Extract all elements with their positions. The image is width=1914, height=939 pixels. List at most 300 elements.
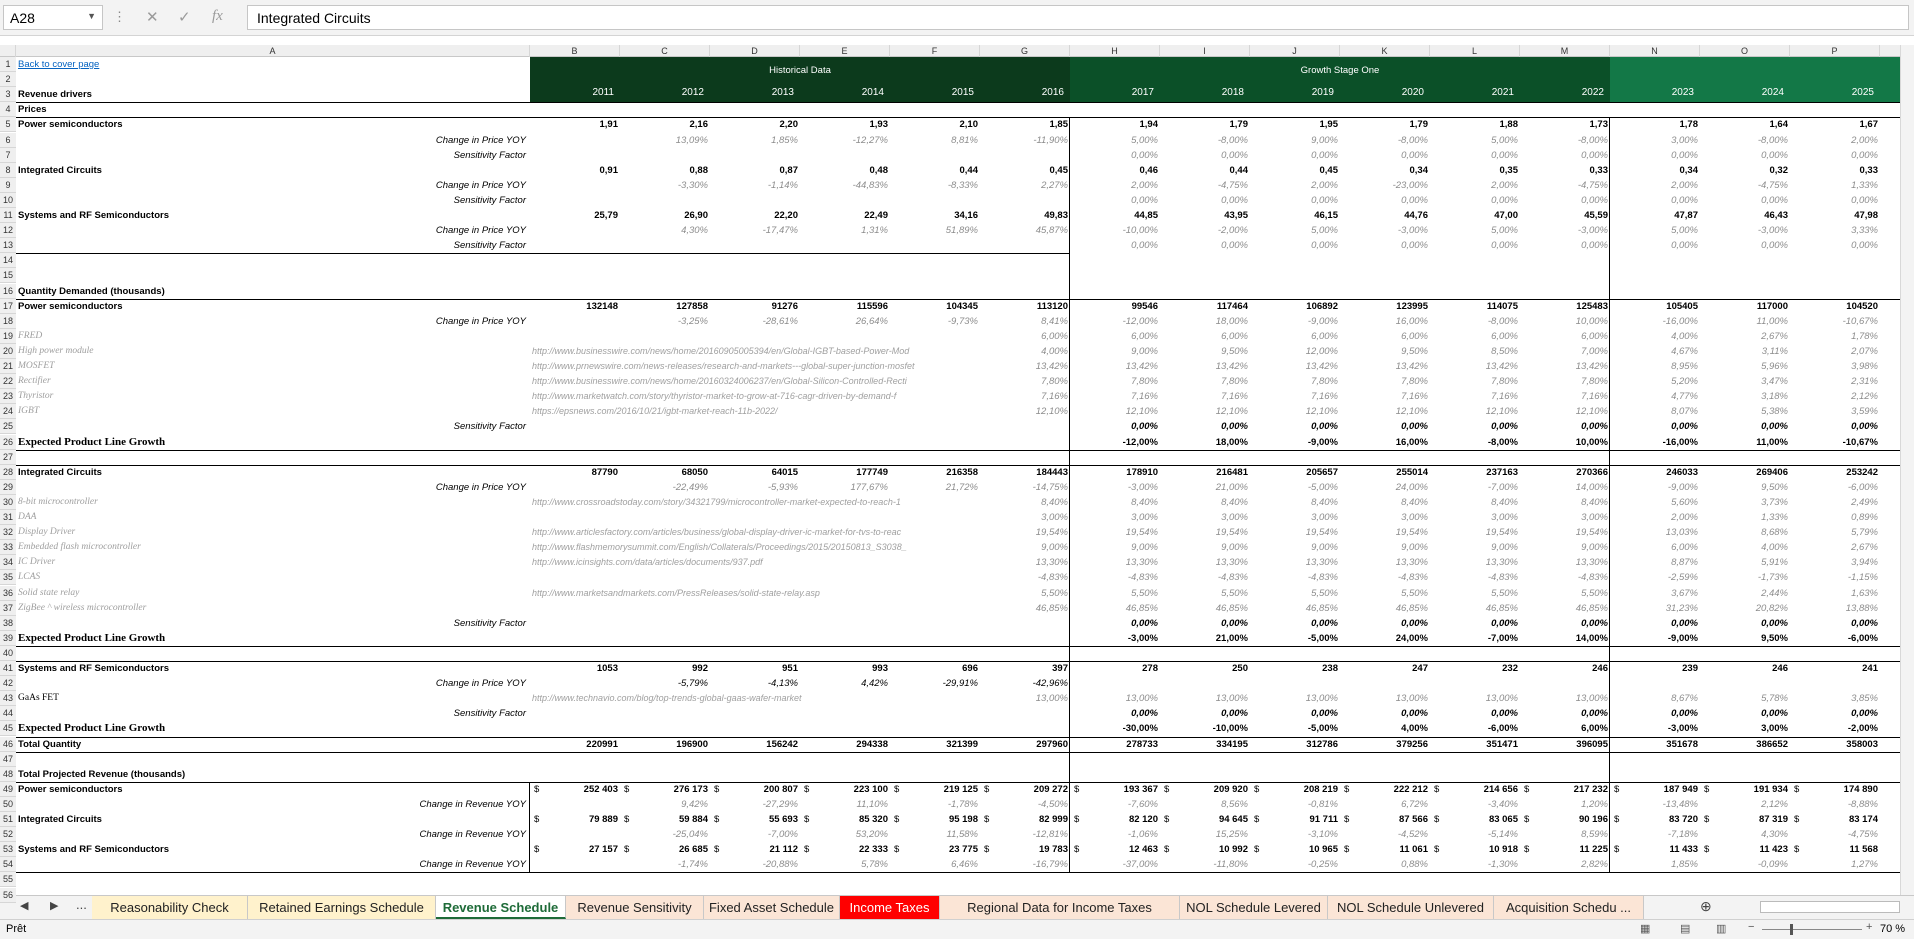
row-header-34[interactable]: 34 <box>0 555 16 570</box>
cell-f42[interactable]: -29,91% <box>942 678 978 690</box>
cell-n46[interactable]: 351678 <box>1666 738 1698 750</box>
cell-d11[interactable]: 22,20 <box>774 210 798 221</box>
cell-j12[interactable]: 5,00% <box>1311 225 1338 237</box>
cell-h34[interactable]: 13,30% <box>1125 557 1158 569</box>
cell-b17[interactable]: 132148 <box>586 300 618 312</box>
cell-l33[interactable]: 9,00% <box>1491 542 1518 554</box>
column-header-i[interactable]: I <box>1160 45 1250 57</box>
cell-l21[interactable]: 13,42% <box>1485 361 1518 372</box>
cell-i52[interactable]: 15,25% <box>1215 829 1248 841</box>
cell-k6[interactable]: -8,00% <box>1397 134 1428 146</box>
cell-p52[interactable]: -4,75% <box>1847 829 1878 841</box>
cell-i36[interactable]: 5,50% <box>1221 587 1248 599</box>
cancel-icon[interactable]: ✕ <box>146 9 159 26</box>
page-break-icon[interactable]: ▥ <box>1716 923 1727 935</box>
horizontal-scrollbar[interactable] <box>1760 901 1900 913</box>
cell-p38[interactable]: 0,00% <box>1851 617 1878 629</box>
cell-l46[interactable]: 351471 <box>1486 738 1518 750</box>
cell-o9[interactable]: -4,75% <box>1757 179 1788 191</box>
cell-e53[interactable]: 22 333 <box>858 844 888 856</box>
cell-g41[interactable]: 397 <box>1052 663 1068 674</box>
tab-nol-schedule-levered[interactable]: NOL Schedule Levered <box>1180 896 1328 919</box>
cell-o17[interactable]: 117000 <box>1756 300 1788 312</box>
cell-i23[interactable]: 7,16% <box>1221 391 1248 403</box>
row-header-32[interactable]: 32 <box>0 525 16 540</box>
cell-p54[interactable]: 1,27% <box>1851 859 1878 871</box>
row-header-49[interactable]: 49 <box>0 782 16 797</box>
tab-fixed-asset-schedule[interactable]: Fixed Asset Schedule <box>704 896 840 919</box>
row-header-46[interactable]: 46 <box>0 737 16 752</box>
cell-h6[interactable]: 5,00% <box>1131 134 1158 146</box>
cell-m39[interactable]: 14,00% <box>1575 632 1608 644</box>
cell-m23[interactable]: 7,16% <box>1581 391 1608 403</box>
cell-m43[interactable]: 13,00% <box>1575 693 1608 705</box>
cell-m12[interactable]: -3,00% <box>1577 225 1608 237</box>
cell-f9[interactable]: -8,33% <box>947 179 978 191</box>
cell-i33[interactable]: 9,00% <box>1221 542 1248 554</box>
select-all-corner[interactable] <box>0 45 16 57</box>
cell-e11[interactable]: 22,49 <box>864 210 888 221</box>
name-box[interactable] <box>3 5 103 30</box>
cell-g42[interactable]: -42,96% <box>1032 678 1068 690</box>
cell-k52[interactable]: -4,52% <box>1397 829 1428 841</box>
row-header-50[interactable]: 50 <box>0 797 16 812</box>
cell-n52[interactable]: -7,18% <box>1667 829 1698 841</box>
cell-n41[interactable]: 239 <box>1682 663 1698 674</box>
cell-h52[interactable]: -1,06% <box>1127 829 1158 841</box>
cell-b46[interactable]: 220991 <box>586 738 618 750</box>
cell-h53[interactable]: 12 463 <box>1128 844 1158 856</box>
cell-n8[interactable]: 0,34 <box>1679 164 1698 176</box>
cell-h24[interactable]: 12,10% <box>1125 406 1158 418</box>
cell-j45[interactable]: -5,00% <box>1307 723 1338 735</box>
cell-p23[interactable]: 2,12% <box>1851 391 1878 403</box>
row-header-12[interactable]: 12 <box>0 223 16 238</box>
page-layout-icon[interactable]: ▤ <box>1680 923 1691 935</box>
cell-l37[interactable]: 46,85% <box>1485 602 1518 614</box>
cell-o25[interactable]: 0,00% <box>1761 421 1788 433</box>
row-header-26[interactable]: 26 <box>0 435 16 450</box>
cell-i26[interactable]: 18,00% <box>1215 436 1248 448</box>
cell-e8[interactable]: 0,48 <box>869 164 888 176</box>
cell-h17[interactable]: 99546 <box>1131 300 1158 312</box>
cell-k20[interactable]: 9,50% <box>1401 345 1428 357</box>
cell-o50[interactable]: 2,12% <box>1761 798 1788 810</box>
cell-o24[interactable]: 5,38% <box>1761 406 1788 418</box>
cell-o23[interactable]: 3,18% <box>1761 391 1788 403</box>
cell-i17[interactable]: 117464 <box>1216 300 1248 312</box>
cell-o7[interactable]: 0,00% <box>1761 149 1788 161</box>
cell-l18[interactable]: -8,00% <box>1487 315 1518 327</box>
cell-o31[interactable]: 1,33% <box>1761 512 1788 523</box>
cell-l13[interactable]: 0,00% <box>1491 240 1518 252</box>
cell-k21[interactable]: 13,42% <box>1395 361 1428 372</box>
cell-c12[interactable]: 4,30% <box>681 225 708 237</box>
cell-m35[interactable]: -4,83% <box>1577 572 1608 584</box>
chevron-down-icon[interactable]: ▼ <box>87 11 96 21</box>
cell-m26[interactable]: 10,00% <box>1575 436 1608 448</box>
cell-h50[interactable]: -7,60% <box>1127 798 1158 810</box>
row-header-56[interactable]: 56 <box>0 888 16 903</box>
cell-p44[interactable]: 0,00% <box>1851 708 1878 720</box>
cell-o28[interactable]: 269406 <box>1756 466 1788 478</box>
cell-i31[interactable]: 3,00% <box>1221 512 1248 523</box>
cell-i39[interactable]: 21,00% <box>1215 632 1248 644</box>
cell-h32[interactable]: 19,54% <box>1125 527 1158 539</box>
cell-g22[interactable]: 7,80% <box>1041 376 1068 388</box>
cell-f49[interactable]: 219 125 <box>943 783 978 795</box>
cell-i45[interactable]: -10,00% <box>1212 723 1248 735</box>
source-link-34[interactable]: http://www.icinsights.com/data/articles/documents/937.pdf <box>532 557 763 568</box>
cell-l26[interactable]: -8,00% <box>1487 436 1518 448</box>
cell-o54[interactable]: -0,09% <box>1757 859 1788 871</box>
cell-h35[interactable]: -4,83% <box>1127 572 1158 584</box>
cell-g11[interactable]: 49,83 <box>1044 210 1068 221</box>
cell-h45[interactable]: -30,00% <box>1122 723 1158 735</box>
normal-view-icon[interactable]: ▦ <box>1640 923 1651 935</box>
zoom-thumb[interactable] <box>1790 924 1793 935</box>
cell-i49[interactable]: 209 920 <box>1213 783 1248 795</box>
cell-o41[interactable]: 246 <box>1772 663 1788 674</box>
cell-m10[interactable]: 0,00% <box>1581 194 1608 206</box>
cell-n19[interactable]: 4,00% <box>1671 330 1698 342</box>
cell-m53[interactable]: 11 225 <box>1579 844 1608 856</box>
cell-e9[interactable]: -44,83% <box>852 179 888 191</box>
cell-c18[interactable]: -3,25% <box>677 315 708 327</box>
row-header-43[interactable]: 43 <box>0 691 16 706</box>
cell-j43[interactable]: 13,00% <box>1305 693 1338 705</box>
cell-k23[interactable]: 7,16% <box>1401 391 1428 403</box>
cell-k41[interactable]: 247 <box>1412 663 1428 674</box>
cell-p21[interactable]: 3,98% <box>1851 361 1878 372</box>
cell-g37[interactable]: 46,85% <box>1035 602 1068 614</box>
column-header-a[interactable]: A <box>16 45 530 57</box>
cell-o13[interactable]: 0,00% <box>1761 240 1788 252</box>
row-header-39[interactable]: 39 <box>0 631 16 646</box>
cell-j38[interactable]: 0,00% <box>1311 617 1338 629</box>
cell-h26[interactable]: -12,00% <box>1122 436 1158 448</box>
cell-g36[interactable]: 5,50% <box>1041 587 1068 599</box>
cell-i21[interactable]: 13,42% <box>1215 361 1248 372</box>
cell-i53[interactable]: 10 992 <box>1218 844 1248 856</box>
cell-g12[interactable]: 45,87% <box>1035 225 1068 237</box>
row-header-31[interactable]: 31 <box>0 510 16 525</box>
cell-i12[interactable]: -2,00% <box>1217 225 1248 237</box>
cell-j20[interactable]: 12,00% <box>1305 345 1338 357</box>
cell-m31[interactable]: 3,00% <box>1581 512 1608 523</box>
cell-h36[interactable]: 5,50% <box>1131 587 1158 599</box>
cell-k22[interactable]: 7,80% <box>1401 376 1428 388</box>
cell-g30[interactable]: 8,40% <box>1041 496 1068 508</box>
cell-h9[interactable]: 2,00% <box>1131 179 1158 191</box>
row-header-4[interactable]: 4 <box>0 102 16 117</box>
cell-i8[interactable]: 0,44 <box>1229 164 1248 176</box>
row-header-13[interactable]: 13 <box>0 238 16 253</box>
cell-k53[interactable]: 11 061 <box>1399 844 1428 856</box>
cell-k36[interactable]: 5,50% <box>1401 587 1428 599</box>
cell-l52[interactable]: -5,14% <box>1487 829 1518 841</box>
cell-n31[interactable]: 2,00% <box>1671 512 1698 523</box>
cell-n51[interactable]: 83 720 <box>1668 814 1698 825</box>
cell-k46[interactable]: 379256 <box>1396 738 1428 750</box>
cell-e54[interactable]: 5,78% <box>861 859 888 871</box>
cell-i18[interactable]: 18,00% <box>1215 315 1248 327</box>
cell-l9[interactable]: 2,00% <box>1491 179 1518 191</box>
cell-f8[interactable]: 0,44 <box>959 164 978 176</box>
cell-m44[interactable]: 0,00% <box>1581 708 1608 720</box>
cell-n18[interactable]: -16,00% <box>1662 315 1698 327</box>
cell-i37[interactable]: 46,85% <box>1215 602 1248 614</box>
cell-e28[interactable]: 177749 <box>856 466 888 478</box>
cell-g31[interactable]: 3,00% <box>1041 512 1068 523</box>
cell-k18[interactable]: 16,00% <box>1395 315 1428 327</box>
cell-j10[interactable]: 0,00% <box>1311 194 1338 206</box>
cell-b51[interactable]: 79 889 <box>588 814 618 825</box>
cell-l30[interactable]: 8,40% <box>1491 496 1518 508</box>
cell-c49[interactable]: 276 173 <box>673 783 708 795</box>
cell-i7[interactable]: 0,00% <box>1221 149 1248 161</box>
cell-h30[interactable]: 8,40% <box>1131 496 1158 508</box>
cell-e6[interactable]: -12,27% <box>852 134 888 146</box>
row-header-48[interactable]: 48 <box>0 767 16 782</box>
cell-o46[interactable]: 386652 <box>1756 738 1788 750</box>
source-link-33[interactable]: http://www.flashmemorysummit.com/English/Collaterals/Proceedings/2015/20150813_S3038_ <box>532 542 907 553</box>
cell-h31[interactable]: 3,00% <box>1131 512 1158 523</box>
cell-m22[interactable]: 7,80% <box>1581 376 1608 388</box>
cell-n54[interactable]: 1,85% <box>1671 859 1698 871</box>
row-header-33[interactable]: 33 <box>0 540 16 555</box>
row-header-29[interactable]: 29 <box>0 480 16 495</box>
cell-h33[interactable]: 9,00% <box>1131 542 1158 554</box>
cell-p53[interactable]: 11 568 <box>1849 844 1878 856</box>
cell-e51[interactable]: 85 320 <box>858 814 888 825</box>
cell-o39[interactable]: 9,50% <box>1761 632 1788 644</box>
cell-j26[interactable]: -9,00% <box>1307 436 1338 448</box>
cell-h25[interactable]: 0,00% <box>1131 421 1158 433</box>
cell-k49[interactable]: 222 212 <box>1393 783 1428 795</box>
column-header-g[interactable]: G <box>980 45 1070 57</box>
cell-k30[interactable]: 8,40% <box>1401 496 1428 508</box>
cell-n23[interactable]: 4,77% <box>1671 391 1698 403</box>
row-header-42[interactable]: 42 <box>0 676 16 691</box>
cell-p10[interactable]: 0,00% <box>1851 194 1878 206</box>
cell-l41[interactable]: 232 <box>1502 663 1518 674</box>
cell-n24[interactable]: 8,07% <box>1671 406 1698 418</box>
column-header-n[interactable]: N <box>1610 45 1700 57</box>
cell-e42[interactable]: 4,42% <box>861 678 888 690</box>
cell-p24[interactable]: 3,59% <box>1851 406 1878 418</box>
cell-n43[interactable]: 8,67% <box>1671 693 1698 705</box>
cell-k19[interactable]: 6,00% <box>1401 330 1428 342</box>
source-link-36[interactable]: http://www.marketsandmarkets.com/PressReleases/solid-state-relay.asp <box>532 587 820 598</box>
cell-m28[interactable]: 270366 <box>1576 466 1608 478</box>
row-header-6[interactable]: 6 <box>0 133 16 148</box>
cell-p30[interactable]: 2,49% <box>1851 496 1878 508</box>
cell-p29[interactable]: -6,00% <box>1847 481 1878 493</box>
cell-l43[interactable]: 13,00% <box>1485 693 1518 705</box>
cell-n36[interactable]: 3,67% <box>1671 587 1698 599</box>
cell-o34[interactable]: 5,91% <box>1761 557 1788 569</box>
cell-j11[interactable]: 46,15 <box>1314 210 1338 221</box>
cell-d41[interactable]: 951 <box>782 663 798 674</box>
cell-g19[interactable]: 6,00% <box>1041 330 1068 342</box>
cell-p36[interactable]: 1,63% <box>1851 587 1878 599</box>
cell-o30[interactable]: 3,73% <box>1761 496 1788 508</box>
row-header-20[interactable]: 20 <box>0 344 16 359</box>
cell-n32[interactable]: 13,03% <box>1665 527 1698 539</box>
cell-k17[interactable]: 123995 <box>1396 300 1428 312</box>
row-header-21[interactable]: 21 <box>0 359 16 374</box>
cell-n35[interactable]: -2,59% <box>1667 572 1698 584</box>
tab-prev-icon[interactable]: ◀ <box>20 900 29 912</box>
cell-d49[interactable]: 200 807 <box>763 783 798 795</box>
cell-i41[interactable]: 250 <box>1232 663 1248 674</box>
cell-d6[interactable]: 1,85% <box>771 134 798 146</box>
cell-l20[interactable]: 8,50% <box>1491 345 1518 357</box>
cell-b49[interactable]: 252 403 <box>583 783 618 795</box>
cell-h18[interactable]: -12,00% <box>1122 315 1158 327</box>
cell-j34[interactable]: 13,30% <box>1305 557 1338 569</box>
row-header-36[interactable]: 36 <box>0 586 16 601</box>
cell-h11[interactable]: 44,85 <box>1134 210 1158 221</box>
enter-icon[interactable]: ✓ <box>178 9 191 26</box>
cell-o19[interactable]: 2,67% <box>1761 330 1788 342</box>
cell-p18[interactable]: -10,67% <box>1842 315 1878 327</box>
cell-h43[interactable]: 13,00% <box>1125 693 1158 705</box>
cell-n6[interactable]: 3,00% <box>1671 134 1698 146</box>
row-header-24[interactable]: 24 <box>0 404 16 419</box>
cell-d46[interactable]: 156242 <box>766 738 798 750</box>
row-header-2[interactable]: 2 <box>0 72 16 87</box>
cell-g43[interactable]: 13,00% <box>1035 693 1068 705</box>
cell-p49[interactable]: 174 890 <box>1843 783 1878 795</box>
cell-m24[interactable]: 12,10% <box>1575 406 1608 418</box>
cell-c5[interactable]: 2,16 <box>689 119 708 131</box>
cell-m41[interactable]: 246 <box>1592 663 1608 674</box>
cell-h20[interactable]: 9,00% <box>1131 345 1158 357</box>
cell-l45[interactable]: -6,00% <box>1487 723 1518 735</box>
cell-h23[interactable]: 7,16% <box>1131 391 1158 403</box>
cell-j33[interactable]: 9,00% <box>1311 542 1338 554</box>
row-header-19[interactable]: 19 <box>0 329 16 344</box>
cell-p43[interactable]: 3,85% <box>1851 693 1878 705</box>
cell-k29[interactable]: 24,00% <box>1395 481 1428 493</box>
column-header-b[interactable]: B <box>530 45 620 57</box>
cell-m7[interactable]: 0,00% <box>1581 149 1608 161</box>
row-header-45[interactable]: 45 <box>0 721 16 736</box>
cell-k5[interactable]: 1,79 <box>1409 119 1428 131</box>
cell-i51[interactable]: 94 645 <box>1218 814 1248 825</box>
cell-e5[interactable]: 1,93 <box>869 119 888 131</box>
cell-p41[interactable]: 241 <box>1862 663 1878 674</box>
source-link-21[interactable]: http://www.prnewswire.com/news-releases/research-and-markets---global-super-junction-mosfet <box>532 361 915 371</box>
cell-k34[interactable]: 13,30% <box>1395 557 1428 569</box>
cell-m19[interactable]: 6,00% <box>1581 330 1608 342</box>
cell-f18[interactable]: -9,73% <box>947 315 978 327</box>
row-header-47[interactable]: 47 <box>0 752 16 767</box>
cell-j54[interactable]: -0,25% <box>1307 859 1338 871</box>
cell-j25[interactable]: 0,00% <box>1311 421 1338 433</box>
cell-m51[interactable]: 90 196 <box>1578 814 1608 825</box>
cell-j37[interactable]: 46,85% <box>1305 602 1338 614</box>
insert-function-icon[interactable]: fx <box>212 8 223 24</box>
cell-m54[interactable]: 2,82% <box>1581 859 1608 871</box>
cell-k44[interactable]: 0,00% <box>1401 708 1428 720</box>
cell-g9[interactable]: 2,27% <box>1041 179 1068 191</box>
row-header-40[interactable]: 40 <box>0 646 16 661</box>
cell-n49[interactable]: 187 949 <box>1663 783 1698 795</box>
row-header-55[interactable]: 55 <box>0 872 16 887</box>
row-header-9[interactable]: 9 <box>0 178 16 193</box>
cell-l10[interactable]: 0,00% <box>1491 194 1518 206</box>
cell-l32[interactable]: 19,54% <box>1485 527 1518 539</box>
row-header-51[interactable]: 51 <box>0 812 16 827</box>
row-header-10[interactable]: 10 <box>0 193 16 208</box>
cell-k7[interactable]: 0,00% <box>1401 149 1428 161</box>
cell-c41[interactable]: 992 <box>692 663 708 674</box>
cell-j9[interactable]: 2,00% <box>1311 179 1338 191</box>
cell-k37[interactable]: 46,85% <box>1395 602 1428 614</box>
cell-g49[interactable]: 209 272 <box>1033 783 1068 795</box>
cell-m25[interactable]: 0,00% <box>1581 421 1608 433</box>
row-header-15[interactable]: 15 <box>0 268 16 283</box>
cell-m5[interactable]: 1,73 <box>1589 119 1608 131</box>
more-options-icon[interactable]: ⋮ <box>113 9 126 24</box>
cell-k35[interactable]: -4,83% <box>1397 572 1428 584</box>
cell-j46[interactable]: 312786 <box>1306 738 1338 750</box>
cell-n5[interactable]: 1,78 <box>1679 119 1698 131</box>
cell-h22[interactable]: 7,80% <box>1131 376 1158 388</box>
cell-l28[interactable]: 237163 <box>1486 466 1518 478</box>
cell-c8[interactable]: 0,88 <box>689 164 708 176</box>
cell-d17[interactable]: 91276 <box>771 300 798 312</box>
cell-p20[interactable]: 2,07% <box>1851 345 1878 357</box>
cell-l6[interactable]: 5,00% <box>1491 134 1518 146</box>
cell-p13[interactable]: 0,00% <box>1851 240 1878 252</box>
cell-f53[interactable]: 23 775 <box>948 844 978 856</box>
sheet-grid[interactable] <box>0 57 1900 887</box>
source-link-32[interactable]: http://www.articlesfactory.com/articles/business/global-display-driver-ic-market-for-tvs-to-reac <box>532 527 902 538</box>
row-header-5[interactable]: 5 <box>0 117 16 132</box>
cell-g54[interactable]: -16,79% <box>1032 859 1068 871</box>
cell-h28[interactable]: 178910 <box>1126 466 1158 478</box>
cell-i9[interactable]: -4,75% <box>1217 179 1248 191</box>
cell-g17[interactable]: 113120 <box>1036 300 1068 312</box>
cell-j22[interactable]: 7,80% <box>1311 376 1338 388</box>
cell-p45[interactable]: -2,00% <box>1847 723 1878 735</box>
cell-p19[interactable]: 1,78% <box>1851 330 1878 342</box>
cell-m46[interactable]: 396095 <box>1576 738 1608 750</box>
zoom-in-button[interactable]: + <box>1866 921 1873 933</box>
cell-o6[interactable]: -8,00% <box>1757 134 1788 146</box>
cell-n33[interactable]: 6,00% <box>1671 542 1698 554</box>
cell-o35[interactable]: -1,73% <box>1757 572 1788 584</box>
cell-i24[interactable]: 12,10% <box>1215 406 1248 418</box>
cell-m21[interactable]: 13,42% <box>1575 361 1608 372</box>
cell-f6[interactable]: 8,81% <box>951 134 978 146</box>
tab-retained-earnings-schedule[interactable]: Retained Earnings Schedule <box>248 896 436 919</box>
column-header-k[interactable]: K <box>1340 45 1430 57</box>
cell-m32[interactable]: 19,54% <box>1575 527 1608 539</box>
cell-p5[interactable]: 1,67 <box>1859 119 1878 131</box>
cell-k28[interactable]: 255014 <box>1396 466 1428 478</box>
cell-e46[interactable]: 294338 <box>856 738 888 750</box>
cell-c46[interactable]: 196900 <box>676 738 708 750</box>
cell-h10[interactable]: 0,00% <box>1131 194 1158 206</box>
cell-o33[interactable]: 4,00% <box>1761 542 1788 554</box>
cell-p51[interactable]: 83 174 <box>1848 814 1878 825</box>
cell-k38[interactable]: 0,00% <box>1401 617 1428 629</box>
